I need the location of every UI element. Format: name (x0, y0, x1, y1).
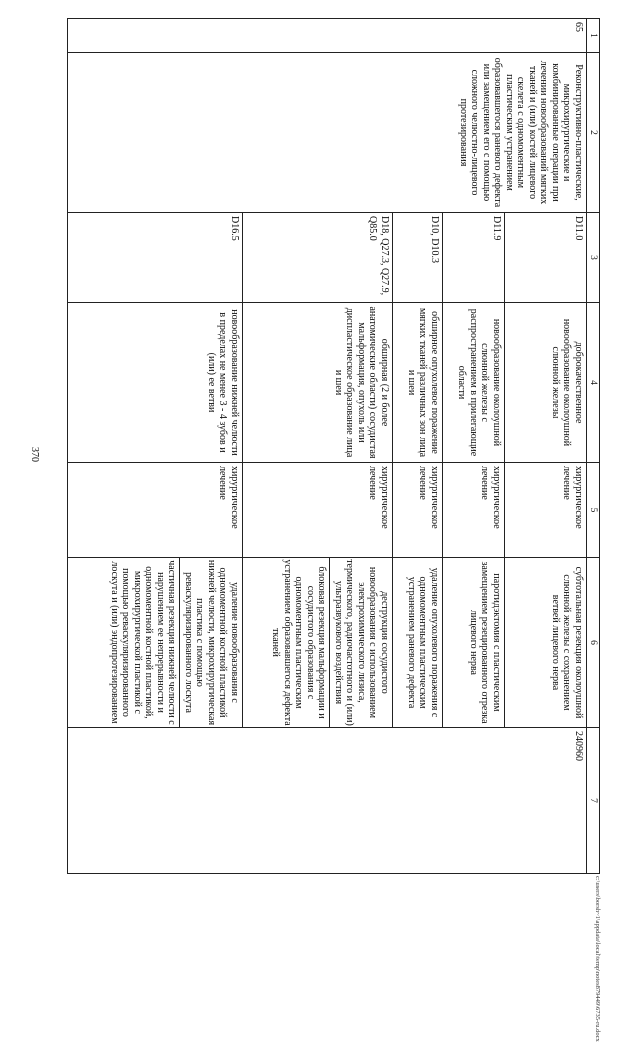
diagnosis-cell: обширное опухолевое поражение мягких тканей различных зон лица и шеи (393, 303, 443, 463)
header-cell: 7 (587, 728, 600, 874)
code-cell: D11.0 (505, 213, 587, 303)
procedures-table (67, 18, 600, 874)
diagnosis-cell: новообразование околоушной слюнной железы с распространением в прилегающие области (443, 303, 505, 463)
header-row (587, 19, 600, 874)
header-cell: 4 (587, 303, 600, 463)
code-cell: D18, Q27.3, Q27.9, Q85.0 (243, 213, 393, 303)
diagnosis-cell: новообразование нижней челюсти в пределах не менее 3 - 4 зубов и (или) ее ветви (68, 303, 243, 463)
cost-cell: 240960 (68, 728, 587, 874)
method-item: удаление новообразования с одномоментной костной пластикой нижней челюсти, микрохирургическая пластика с помощью реваскуляризированного лоскута (183, 559, 240, 726)
group-name-cell: Реконструктивно-пластические, микрохирургические и комбинированные операции при лечении новообразований мягких тканей и (или) костей лицевого скелета с одномоментным пластическим устранением образовавшегося раневого дефекта или замещением его с помощью сложного челюстно-лицевого протезирования (68, 53, 587, 213)
method-cell: удаление опухолевого поражения с одномоментным пластическим устранением раневого дефекта (393, 558, 443, 728)
treatment-cell: хирургическое лечение (505, 463, 587, 558)
header-cell: 5 (587, 463, 600, 558)
method-subtable (268, 558, 390, 727)
method-item: частичная резекция нижней челюсти с нарушением ее непрерывности и одномоментной костной пластикой, микрохирургической пластикой с помощью реваскуляризированного лоскута и (или) эндопротезированием (107, 558, 181, 727)
table-row (505, 19, 587, 874)
diagnosis-cell: обширная (2 и более анатомические области) сосудистая мальформация, опухоль или диспластическое образование лица и шеи (243, 303, 393, 463)
diagnosis-cell: доброкачественное новообразование околоушной слюнной железы (505, 303, 587, 463)
treatment-cell: хирургическое лечение (443, 463, 505, 558)
code-cell: D10, D10.3 (393, 213, 443, 303)
method-subtable (107, 558, 241, 727)
header-cell: 3 (587, 213, 600, 303)
file-path-footer: c:\users\borsh~1\appdata\local\temp\notes879449\6735-ru.docx (594, 876, 601, 1042)
treatment-cell: хирургическое лечение (68, 463, 243, 558)
row-number-cell: 65 (68, 19, 587, 53)
rotated-page-content (75, 18, 600, 873)
header-cell: 6 (587, 558, 600, 728)
header-cell: 2 (587, 53, 600, 213)
code-cell: D16.5 (68, 213, 243, 303)
method-cell (243, 558, 393, 728)
header-cell: 1 (587, 19, 600, 53)
code-cell: D11.9 (443, 213, 505, 303)
method-item: деструкция сосудистого новообразования с использованием электрохимического лизиса, термического, радиочастотного и (или) ультразвукового воздействия (333, 559, 390, 726)
method-cell (68, 558, 243, 728)
treatment-cell: хирургическое лечение (393, 463, 443, 558)
treatment-cell: хирургическое лечение (243, 463, 393, 558)
page-number: 370 (29, 447, 40, 462)
method-item: блоковая резекция мальформации и сосудистого образования с одномоментным пластическим устранением образовавшегося дефекта тканей (268, 558, 330, 727)
method-cell: паротидэктомия с пластическим замещением резецированного отрезка лицевого нерва (443, 558, 505, 728)
method-cell: субтотальная резекция околоушной слюнной железы с сохранением ветвей лицевого нерва (505, 558, 587, 728)
